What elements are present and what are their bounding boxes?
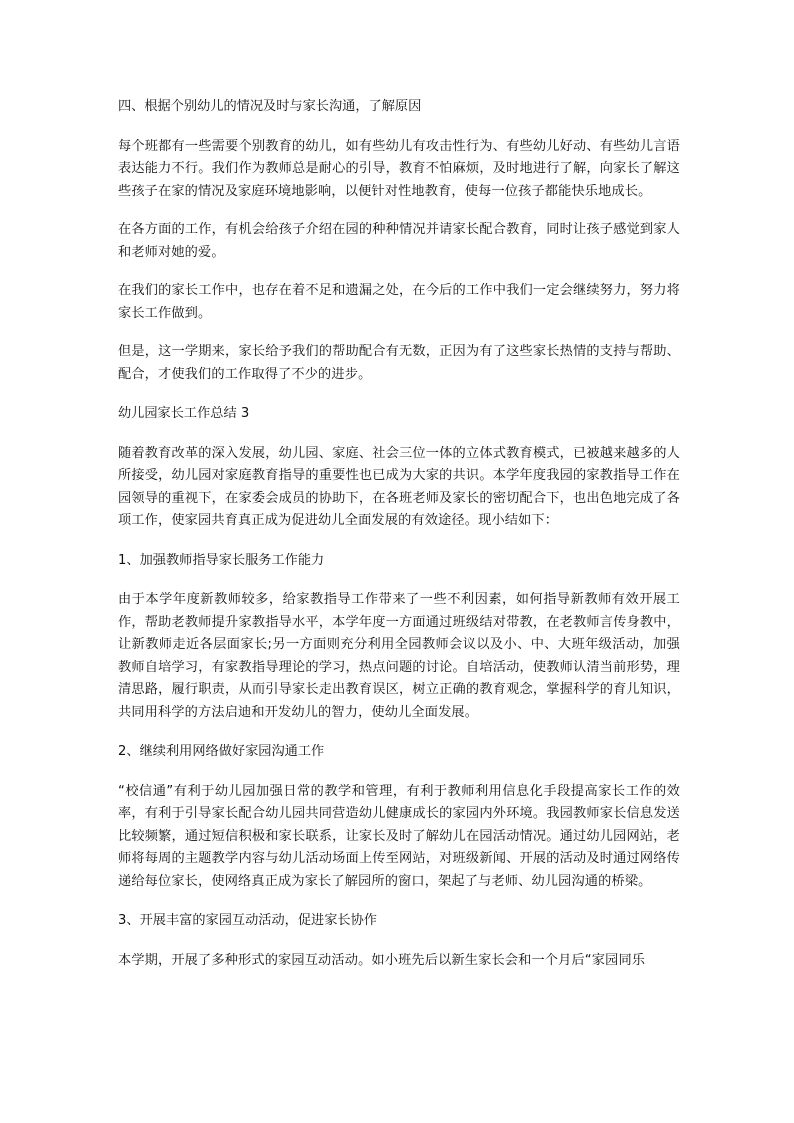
paragraph: 由于本学年度新教师较多，给家教指导工作带来了一些不利因素，如何指导新教师有效开展工作，帮助老教师提升家教指导水平，本学年度一方面通过班级结对带教，在老教师言传身教中，让新教师走近各层面家长;另一方面则充分利用全园教师会议以及小、中、大班年级活动，加强教师自培学习，有家教指导理论的学习，热点问题的讨论。自培活动，使教师认清当前形势，理清思路，履行职责，从而引导家长走出教育误区，树立正确的教育观念，掌握科学的育儿知识，共同用科学的方法启迪和开发幼儿的智力，使幼儿全面发展。	[118, 592, 680, 720]
document-page	[118, 96, 680, 972]
paragraph: 在各方面的工作，有机会给孩子介绍在园的种种情况并请家长配合教育，同时让孩子感觉到家人和老师对她的爱。	[118, 222, 680, 260]
section-heading-4: 四、根据个别幼儿的情况及时与家长沟通，了解原因	[118, 99, 422, 114]
paragraph: 但是，这一学期来，家长给予我们的帮助配合有无数，正因为有了这些家长热情的支持与帮助、配合，才使我们的工作取得了不少的进步。	[118, 344, 680, 382]
paragraph: 本学期，开展了多种形式的家园互动活动。如小班先后以新生家长会和一个月后“家园同乐	[118, 952, 646, 968]
paragraph: 每个班都有一些需要个别教育的幼儿，如有些幼儿有攻击性行为、有些幼儿好动、有些幼儿言语表达能力不行。我们作为教师总是耐心的引导，教育不怕麻烦，及时地进行了解，向家长了解这些孩子在家的情况及家庭环境地影响，以便针对性地教育，使每一位孩子都能快乐地成长。	[118, 138, 680, 199]
paragraph: 在我们的家长工作中，也存在着不足和遗漏之处，在今后的工作中我们一定会继续努力，努力将家长工作做到。	[118, 283, 680, 321]
subheading-1: 1、加强教师指导家长服务工作能力	[118, 552, 325, 568]
paragraph: 随着教育改革的深入发展，幼儿园、家庭、社会三位一体的立体式教育模式，已被越来越多的人所接受，幼儿园对家庭教育指导的重要性也已成为大家的共识。本学年度我园的家教指导工作在园领导的重视下，在家委会成员的协助下，在各班老师及家长的密切配合下，也出色地完成了各项工作，使家园共育真正成为促进幼儿全面发展的有效途径。现小结如下：	[118, 445, 680, 528]
document-title-3: 幼儿园家长工作总结 3	[118, 406, 250, 421]
subheading-2: 2、继续利用网络做好家园沟通工作	[118, 744, 325, 759]
paragraph: “校信通”有利于幼儿园加强日常的教学和管理，有利于教师利用信息化手段提高家长工作的效率，有利于引导家长配合幼儿园共同营造幼儿健康成长的家园内外环境。我园教师家长信息发送比较频繁，通过短信积极和家长联系，让家长及时了解幼儿在园活动情况。通过幼儿园网站，老师将每周的主题教学内容与幼儿活动场面上传至网站，对班级新闻、开展的活动及时通过网络传递给每位家长，使网络真正成为家长了解园所的窗口，架起了与老师、幼儿园沟通的桥梁。	[118, 783, 680, 889]
subheading-3: 3、开展丰富的家园互动活动，促进家长协作	[118, 913, 377, 928]
